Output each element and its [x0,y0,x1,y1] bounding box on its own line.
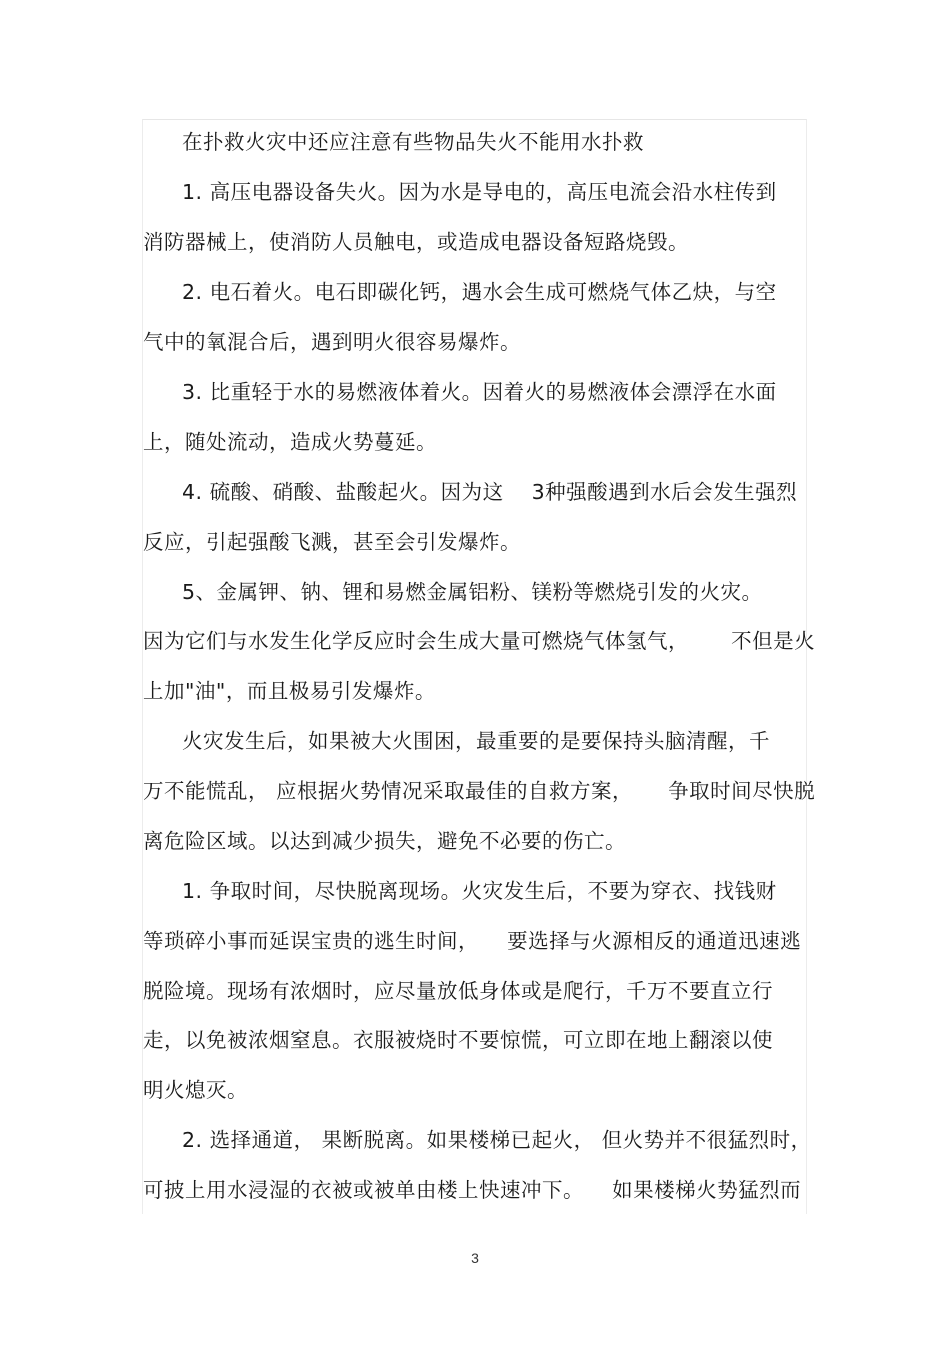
paragraph-line: 脱险境。现场有浓烟时，应尽量放低身体或是爬行，千万不要直立行 [143,979,773,1003]
paragraph-line: 5、金属钾、钠、锂和易燃金属铝粉、镁粉等燃烧引发的火灾。 [182,580,763,604]
paragraph-line: 反应，引起强酸飞溅，甚至会引发爆炸。 [143,530,521,554]
paragraph-line: 2. 选择通道， 果断脱离。如果楼梯已起火， 但火势并不很猛烈时， [182,1128,812,1152]
paragraph-line: 消防器械上，使消防人员触电，或造成电器设备短路烧毁。 [143,230,689,254]
paragraph-line: 火灾发生后，如果被大火围困，最重要的是要保持头脑清醒，千 [182,729,770,753]
paragraph-line: 1. 争取时间，尽快脱离现场。火灾发生后，不要为穿衣、找钱财 [182,879,777,903]
page-number: 3 [471,1250,479,1266]
paragraph-line: 上加"油"，而且极易引发爆炸。 [143,679,436,703]
paragraph-line: 4. 硫酸、硝酸、盐酸起火。因为这 3种强酸遇到水后会发生强烈 [182,480,798,504]
paragraph-line: 在扑救火灾中还应注意有些物品失火不能用水扑救 [182,130,644,154]
paragraph-line: 等琐碎小事而延误宝贵的逃生时间， 要选择与火源相反的通道迅速逃 [143,929,802,953]
paragraph-line: 3. 比重轻于水的易燃液体着火。因着火的易燃液体会漂浮在水面 [182,380,777,404]
paragraph-line: 可披上用水浸湿的衣被或被单由楼上快速冲下。 如果楼梯火势猛烈而 [143,1178,802,1202]
paragraph-line: 离危险区域。以达到减少损失，避免不必要的伤亡。 [143,829,626,853]
paragraph-line: 明火熄灭。 [143,1078,248,1102]
paragraph-line: 走，以免被浓烟窒息。衣服被烧时不要惊慌，可立即在地上翻滚以使 [143,1028,773,1052]
paragraph-line: 上，随处流动，造成火势蔓延。 [143,430,437,454]
paragraph-line: 万不能慌乱， 应根据火势情况采取最佳的自救方案， 争取时间尽快脱 [143,779,816,803]
paragraph-line: 1. 高压电器设备失火。因为水是导电的，高压电流会沿水柱传到 [182,180,777,204]
paragraph-line: 气中的氧混合后，遇到明火很容易爆炸。 [143,330,521,354]
paragraph-line: 因为它们与水发生化学反应时会生成大量可燃烧气体氢气， 不但是火 [143,629,816,653]
paragraph-line: 2. 电石着火。电石即碳化钙，遇水会生成可燃烧气体乙炔，与空 [182,280,777,304]
